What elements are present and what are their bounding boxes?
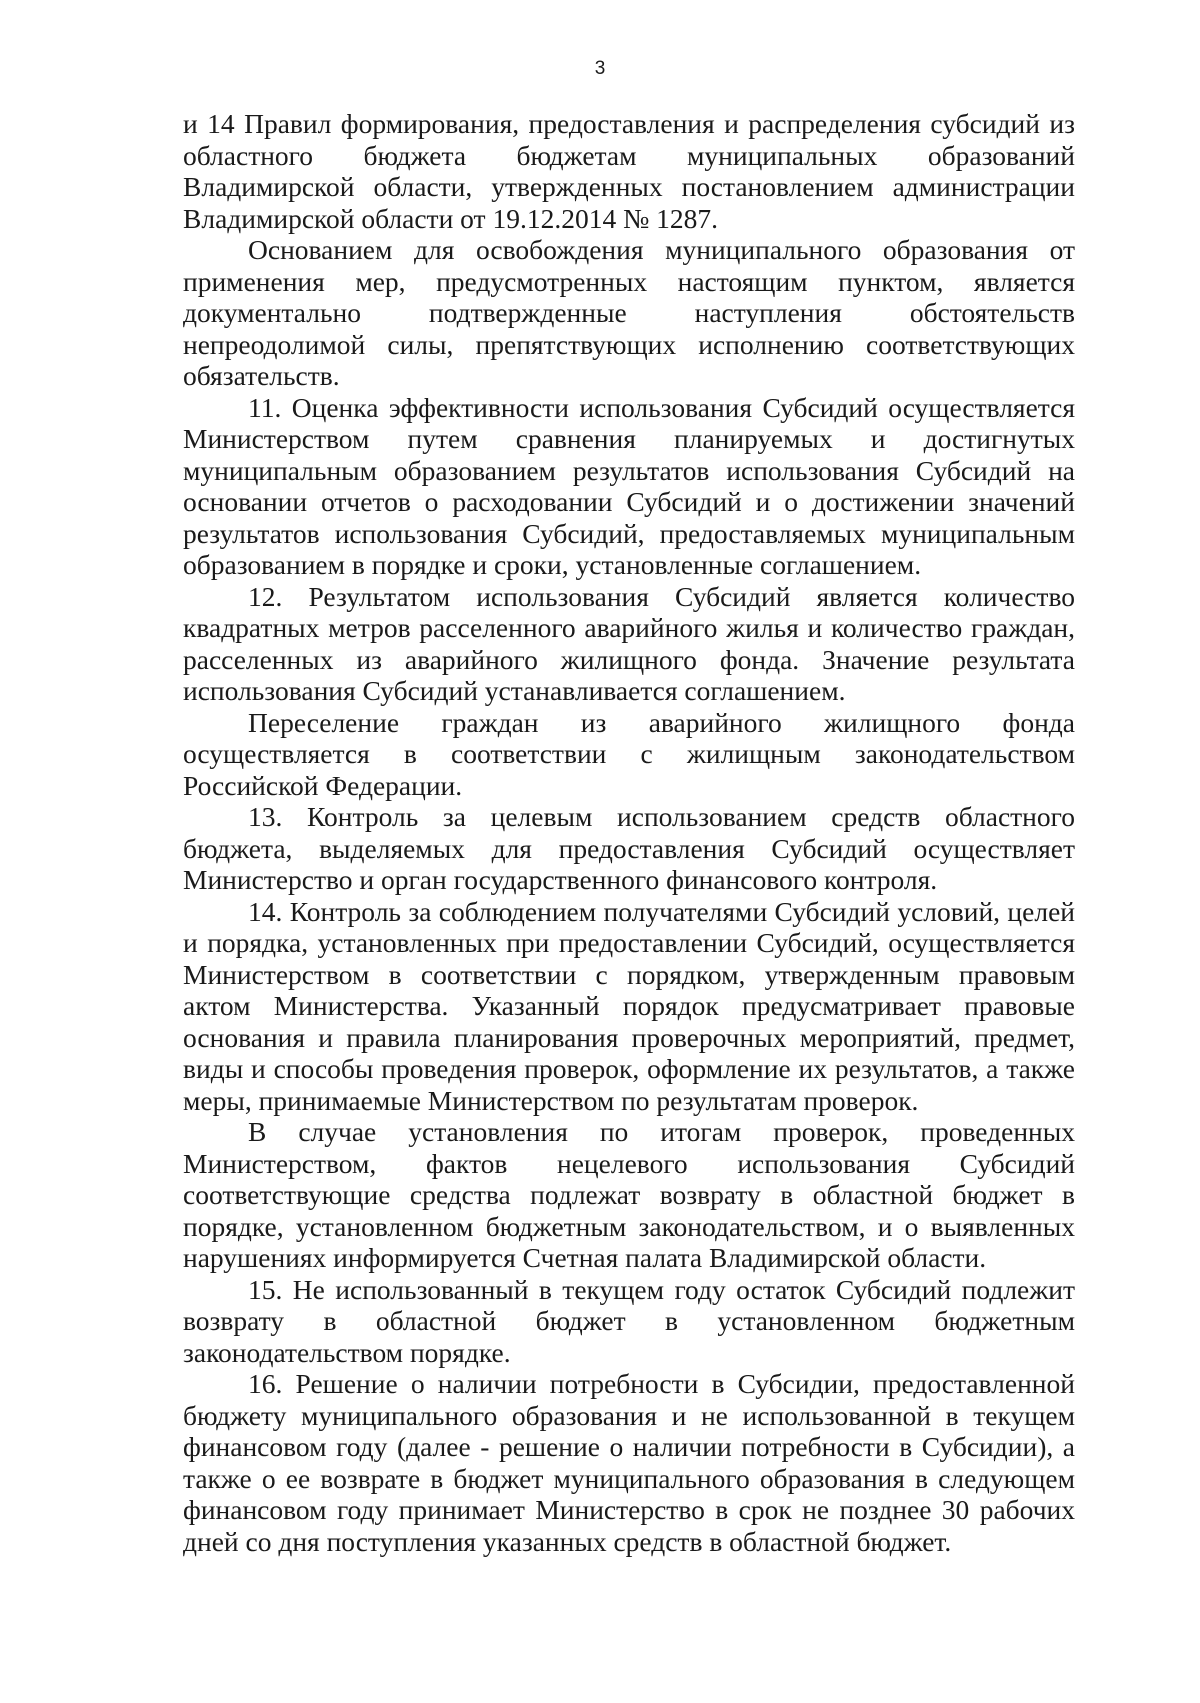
paragraph-12-result: 12. Результатом использования Субсидий является количество квадратных метров расселенного аварийного жилья и количество граждан, расселенных из аварийного жилищного фонда. Значение результата использования Субсидий устанавливается соглашением. [183,580,1075,706]
paragraph-force-majeure: Основанием для освобождения муниципального образования от применения мер, предусмотренных настоящим пунктом, является документально подтвержденные наступления обстоятельств непреодолимой силы, препятствующих исполнению соответствующих обязательств. [183,234,1075,391]
paragraph-continuation: и 14 Правил формирования, предоставления и распределения субсидий из областного бюджета бюджетам муниципальных образований Владимирской области, утвержденных постановлением администрации Владимирской области от 19.12.2014 № 1287. [183,108,1075,234]
paragraph-13-control: 13. Контроль за целевым использованием средств областного бюджета, выделяемых для предоставления Субсидий осуществляет Министерство и орган государственного финансового контроля. [183,801,1075,895]
paragraph-15-unused-balance: 15. Не использованный в текущем году остаток Субсидий подлежит возврату в областной бюджет в установленном бюджетным законодательством порядке. [183,1273,1075,1368]
page-number: 3 [594,58,606,79]
paragraph-11-efficiency-assessment: 11. Оценка эффективности использования Субсидий осуществляется Министерством путем сравнения планируемых и достигнутых муниципальным образованием результатов использования Субсидий на основании отчетов о расходовании Субсидий и о достижении значений результатов использования Субсидий, предоставляемых муниципальным образованием в порядке и сроки, установленные соглашением. [183,391,1075,580]
document-body [183,108,1075,1557]
paragraph-16-need-decision: 16. Решение о наличии потребности в Субсидии, предоставленной бюджету муниципального образования и не использованной в текущем финансовом году (далее - решение о наличии потребности в Субсидии), а также о ее возврате в бюджет муниципального образования в следующем финансовом году принимает Министерство в срок не позднее 30 рабочих дней со дня поступления указанных средств в областной бюджет. [183,1368,1075,1557]
paragraph-14-compliance-control: 14. Контроль за соблюдением получателями Субсидий условий, целей и порядка, установленных при предоставлении Субсидий, осуществляется Министерством в соответствии с порядком, утвержденным правовым актом Министерства. Указанный порядок предусматривает правовые основания и правила планирования проверочных мероприятий, предмет, виды и способы проведения проверок, оформление их результатов, а также меры, принимаемые Министерством по результатам проверок. [183,895,1075,1116]
paragraph-misuse-refund: В случае установления по итогам проверок, проведенных Министерством, фактов нецелевого использования Субсидий соответствующие средства подлежат возврату в областной бюджет в порядке, установленном бюджетным законодательством, и о выявленных нарушениях информируется Счетная палата Владимирской области. [183,1116,1075,1273]
paragraph-resettlement: Переселение граждан из аварийного жилищного фонда осуществляется в соответствии с жилищным законодательством Российской Федерации. [183,706,1075,801]
